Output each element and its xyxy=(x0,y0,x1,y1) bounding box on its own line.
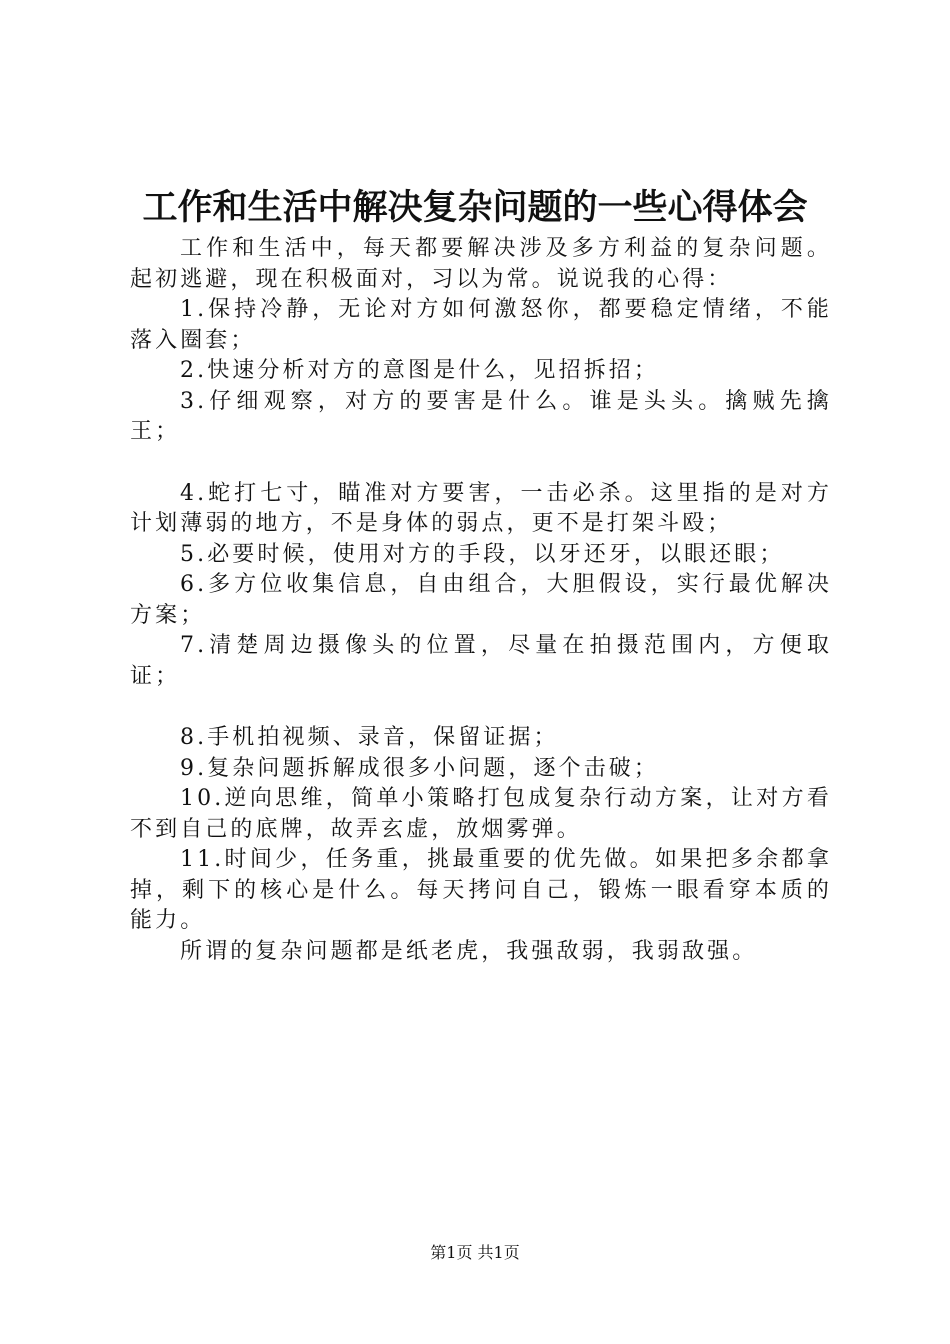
paragraph-item-4: 4.蛇打七寸，瞄准对方要害，一击必杀。这里指的是对方计划薄弱的地方，不是身体的弱点，更不是打架斗殴； xyxy=(130,480,832,536)
paragraph-item-5: 5.必要时候，使用对方的手段，以牙还牙，以眼还眼； xyxy=(180,541,785,567)
paragraph-item-9: 9.复杂问题拆解成很多小问题，逐个击破； xyxy=(180,755,659,781)
paragraph-gap xyxy=(130,448,832,479)
paragraph-item-3: 3.仔细观察，对方的要害是什么。谁是头头。擒贼先擒王； xyxy=(130,388,832,444)
paragraph-item-8: 8.手机拍视频、录音，保留证据； xyxy=(180,725,559,750)
paragraph-item-1: 1.保持冷静，无论对方如何激怒你，都要稳定情绪，不能落入圈套； xyxy=(130,297,832,353)
paragraph-intro: 工作和生活中，每天都要解决涉及多方利益的复杂问题。起初逃避，现在积极面对，习以为常。说说我的心得： xyxy=(130,236,832,292)
document-title: 工作和生活中解决复杂问题的一些心得体会 xyxy=(142,187,808,228)
paragraph-item-6: 6.多方位收集信息，自由组合，大胆假设，实行最优解决方案； xyxy=(130,572,832,628)
paragraph-item-7: 7.清楚周边摄像头的位置，尽量在拍摄范围内，方便取证； xyxy=(130,633,832,689)
paragraph-item-2: 2.快速分析对方的意图是什么，见招拆招； xyxy=(180,358,659,383)
page-footer: 第1页 共1页 xyxy=(430,1243,520,1262)
paragraph-conclusion: 所谓的复杂问题都是纸老虎，我强敌弱，我弱敌强。 xyxy=(180,938,758,964)
paragraph-gap xyxy=(130,692,832,723)
paragraph-item-11: 11.时间少，任务重，挑最重要的优先做。如果把多余都拿掉，剩下的核心是什么。每天拷问自己，锻炼一眼看穿本质的能力。 xyxy=(130,847,832,933)
document-body xyxy=(130,234,832,967)
paragraph-item-10: 10.逆向思维，简单小策略打包成复杂行动方案，让对方看不到自己的底牌，故弄玄虚，放烟雾弹。 xyxy=(130,786,832,842)
